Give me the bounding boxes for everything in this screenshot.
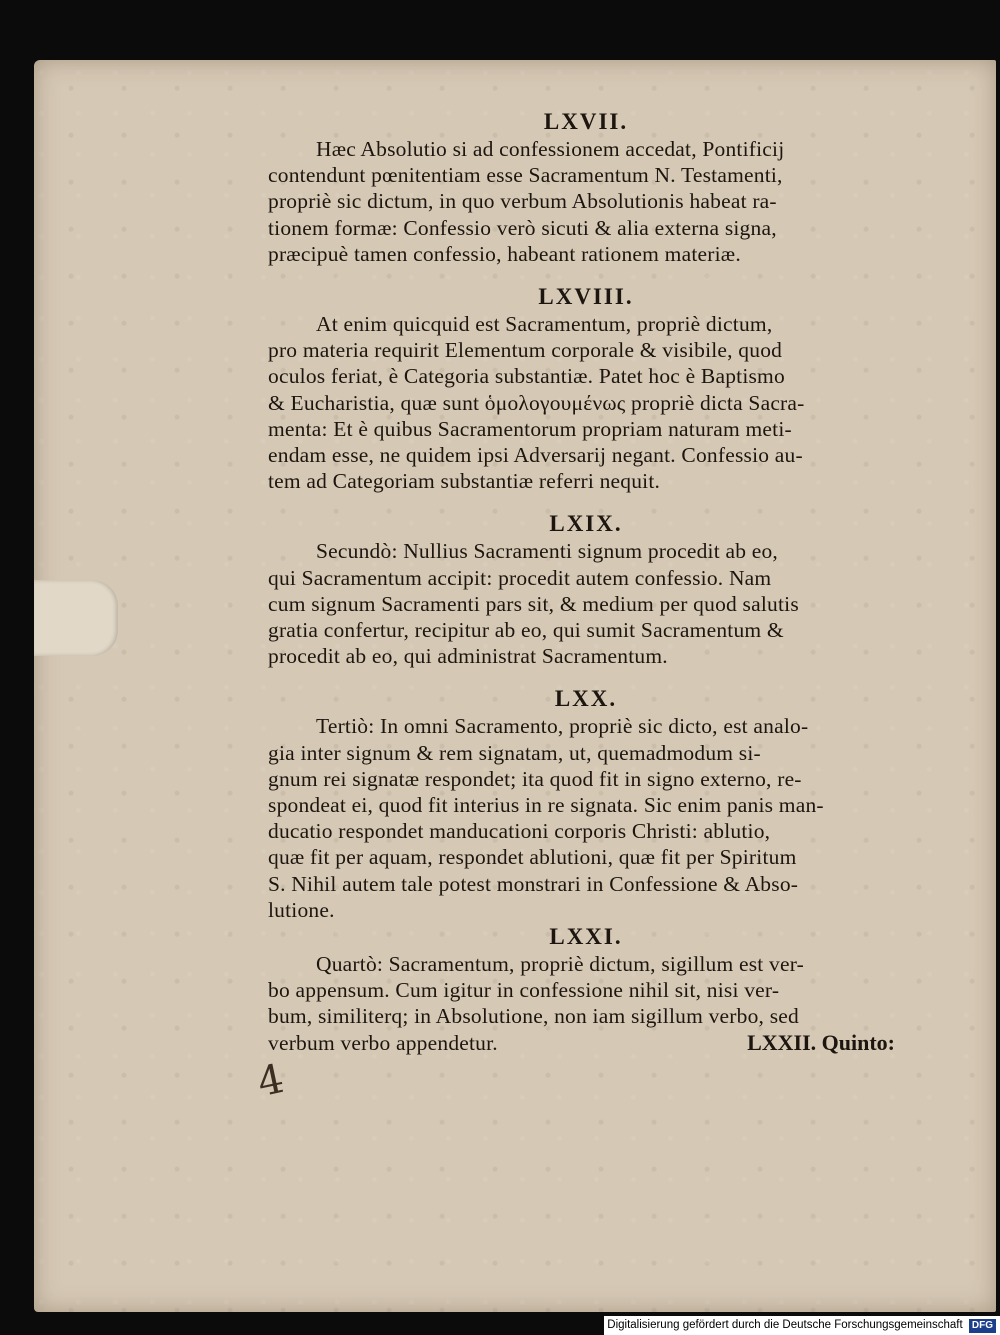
- section-heading: LXVII.: [543, 109, 629, 134]
- text-line: tem ad Categoriam substantiæ referri nequit.: [268, 469, 661, 494]
- text-line: spondeat ei, quod fit interius in re signata. Sic enim panis man-: [268, 793, 824, 818]
- text-line: contendunt pœnitentiam esse Sacramentum N. Testamenti,: [268, 163, 783, 188]
- text-line: menta: Et è quibus Sacramentorum propriam naturam meti-: [268, 416, 792, 441]
- text-line: S. Nihil autem tale potest monstrari in Confessione & Abso-: [268, 871, 799, 896]
- text-line: oculos feriat, è Categoria substantiæ. Patet hoc è Baptismo: [268, 364, 785, 389]
- text-line: ducatio respondet manducationi corporis Christi: ablutio,: [268, 819, 771, 844]
- text-line: cum signum Sacramenti pars sit, & medium per quod salutis: [268, 591, 799, 616]
- text-line: lutione.: [268, 897, 335, 922]
- marginal-mark: 4: [253, 1055, 288, 1107]
- text-line: gnum rei signatæ respondet; ita quod fit in signo externo, re-: [268, 766, 802, 791]
- text-line: bo appensum. Cum igitur in confessione nihil sit, nisi ver-: [268, 978, 780, 1003]
- section-heading: LXIX.: [549, 511, 623, 537]
- page-text: [268, 108, 904, 1056]
- section-heading: LXVIII.: [538, 284, 634, 310]
- banner-text: Digitalisierung gefördert durch die Deutsche Forschungsgemeinschaft: [607, 1319, 963, 1331]
- section-heading: LXXI.: [549, 924, 623, 950]
- text-line: pro materia requirit Elementum corporale & visibile, quod: [268, 338, 783, 363]
- text-line: præcipuè tamen confessio, habeant rationem materiæ.: [268, 241, 741, 266]
- text-line: Hæc Absolutio si ad confessionem accedat, Pontificij: [316, 137, 785, 161]
- text-line: & Eucharistia, quæ sunt ὁμολογουμένως propriè dicta Sacra-: [268, 390, 805, 415]
- text-line: Secundò: Nullius Sacramenti signum procedit ab eo,: [316, 539, 779, 564]
- text-line: procedit ab eo, qui administrat Sacramentum.: [268, 644, 668, 669]
- dfg-logo-icon: DFG: [969, 1319, 996, 1333]
- text-line: Tertiò: In omni Sacramento, propriè sic dicto, est analo-: [316, 714, 809, 739]
- text-line: verbum verbo appendetur.: [268, 1030, 498, 1055]
- text-line: gratia confertur, recipitur ab eo, qui sumit Sacramentum &: [268, 618, 784, 643]
- text-line: Quartò: Sacramentum, propriè dictum, sigillum est ver-: [316, 952, 805, 977]
- text-line: gia inter signum & rem signatam, ut, quemadmodum si-: [268, 740, 761, 765]
- text-line: tionem formæ: Confessio verò sicuti & alia externa signa,: [268, 215, 777, 240]
- text-line: propriè sic dictum, in quo verbum Absolutionis habeat ra-: [268, 189, 777, 214]
- text-line: quæ fit per aquam, respondet ablutioni, quæ fit per Spiritum: [268, 845, 797, 870]
- page-tab: [34, 580, 118, 656]
- text-line: qui Sacramentum accipit: procedit autem confessio. Nam: [268, 565, 772, 590]
- text-line: At enim quicquid est Sacramentum, propriè dictum,: [316, 312, 773, 337]
- catchword: LXXII. Quinto:: [747, 1030, 895, 1055]
- text-line: endam esse, ne quidem ipsi Adversarij negant. Confessio au-: [268, 443, 803, 468]
- digitization-banner: [604, 1316, 1000, 1335]
- text-line: bum, similiterq; in Absolutione, non iam sigillum verbo, sed: [268, 1004, 799, 1029]
- section-heading: LXX.: [554, 686, 618, 712]
